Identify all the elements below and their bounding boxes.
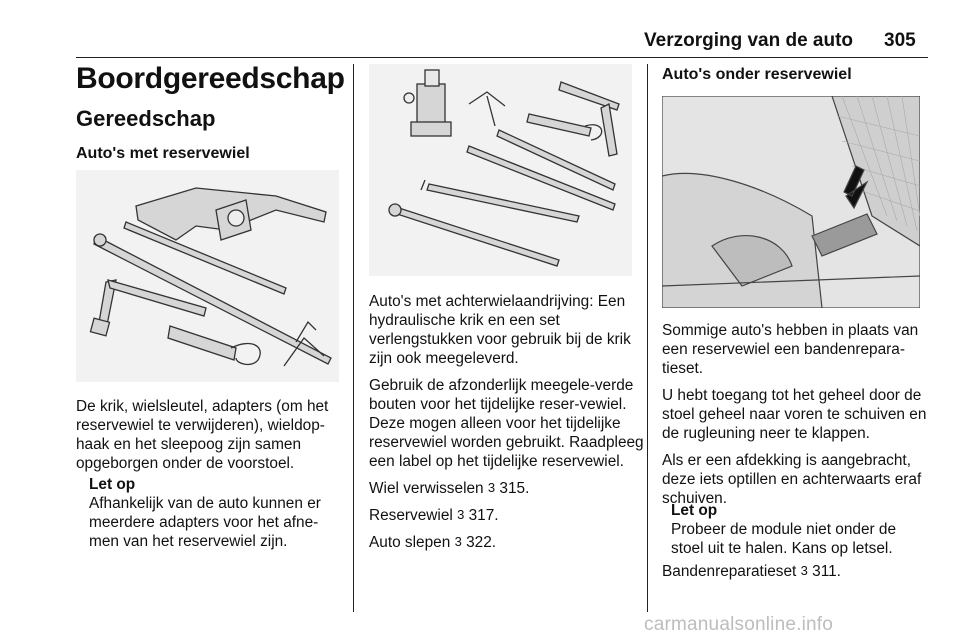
section-title-spare-wheel: Auto's met reservewiel (76, 145, 250, 162)
page-reference-icon: 3 (487, 480, 496, 495)
column-divider-2 (647, 64, 648, 612)
note-title-2: Let op (671, 502, 718, 519)
tools-paragraph: De krik, wielsleutel, adapters (om het reservewiel te verwijderen), wieldop-haak en het sleepoog zijn samen opgeborgen onder de voorstoel. (76, 398, 329, 472)
ref-towing[interactable]: Auto slepen 3 322. (369, 534, 497, 551)
seat-compartment-illustration (662, 96, 920, 308)
watermark: carmanualsonline.info (644, 614, 834, 635)
note-text-1: Afhankelijk van de auto kunnen er meerdere adapters voor het afne-men van het reservewiel zijn. (89, 495, 321, 550)
subheading-tools: Gereedschap (76, 106, 216, 131)
ref-spare-wheel[interactable]: Reservewiel 3 317. (369, 507, 499, 524)
repair-kit-paragraph: Sommige auto's hebben in plaats van een reservewiel een bandenrepara-tieset. (662, 322, 919, 377)
page-reference-icon: 3 (800, 563, 808, 578)
bolts-paragraph: Gebruik de afzonderlijk meegele-verde bouten voor het tijdelijke reser-vewiel. Deze mogen alleen voor het tijdelijke reservewiel worden gebruikt. Raadpleeg een label op het tijdelijke reservewiel. (369, 377, 644, 470)
tools-illustration (76, 170, 339, 382)
page-heading: Boordgereedschap (76, 62, 345, 95)
section-title-no-spare: Auto's onder reservewiel (662, 66, 852, 83)
page-reference-icon: 3 (454, 534, 462, 549)
page-number: 305 (884, 30, 916, 51)
cover-paragraph: Als er een afdekking is aangebracht, deze iets optillen en achterwaarts eraf schuiven. (662, 452, 922, 507)
ref-change-wheel[interactable]: Wiel verwisselen 3 315. (369, 480, 530, 497)
rwd-paragraph: Auto's met achterwielaandrijving: Een hydraulische krik en een set verlengstukken voor gebruik bij de krik zijn ook meegeleverd. (369, 293, 631, 367)
note-text-2: Probeer de module niet onder de stoel uit te halen. Kans op letsel. (671, 521, 897, 557)
page-reference-icon: 3 (457, 507, 465, 522)
column-divider-1 (353, 64, 354, 612)
header-rule (76, 57, 928, 58)
ref-repair-kit[interactable]: Bandenreparatieset 3 311. (662, 563, 841, 580)
col3-text (662, 321, 930, 516)
running-header-title: Verzorging van de auto (644, 30, 854, 51)
note-box-1 (89, 475, 344, 551)
note-title-1: Let op (89, 476, 136, 493)
access-paragraph: U hebt toegang tot het geheel door de stoel geheel naar voren te schuiven en de rugleuning neer te klappen. (662, 387, 927, 442)
tools-description (76, 397, 346, 481)
col2-text (369, 292, 645, 560)
note-box-2 (671, 501, 926, 558)
hydraulic-jack-illustration (369, 64, 632, 276)
